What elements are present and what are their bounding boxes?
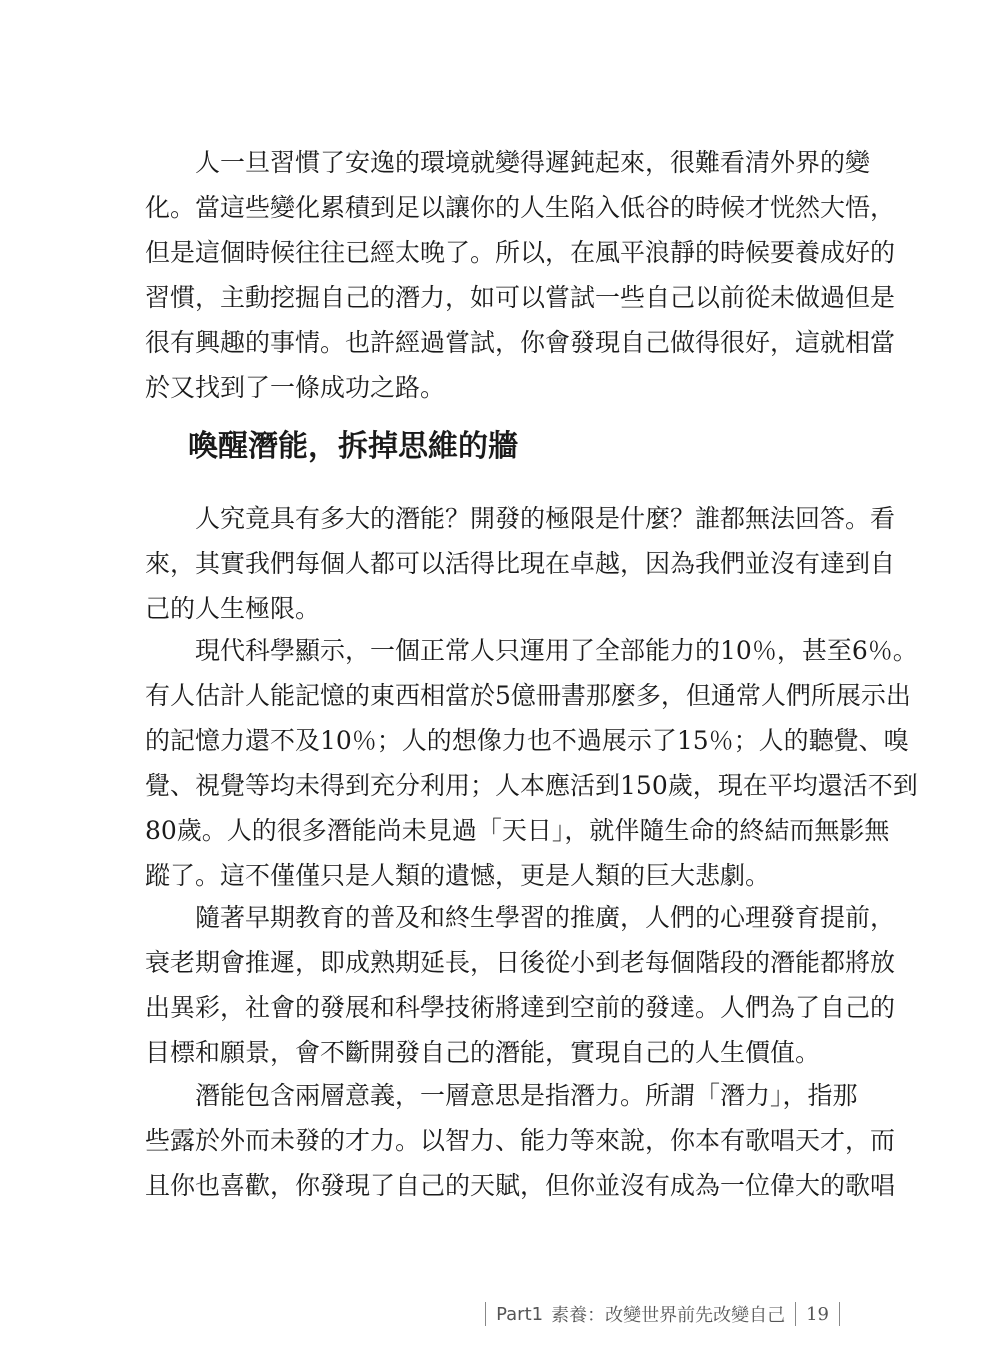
paragraph-5 (145, 1073, 896, 1208)
text-line: 的記憶力還不及10％；人的想像力也不過展示了15％；人的聽覺、嗅 (145, 726, 909, 755)
text-line: 覺、視覺等均未得到充分利用；人本應活到150歲，現在平均還活不到 (145, 771, 918, 800)
paragraph-3 (145, 628, 918, 898)
paragraph-4 (145, 895, 896, 1075)
text-line: 蹤了。這不僅僅只是人類的遺憾，更是人類的巨大悲劇。 (145, 861, 771, 890)
paragraph-1 (145, 140, 896, 410)
text-line: 化。當這些變化累積到足以讓你的人生陷入低谷的時候才恍然大悟， (145, 193, 896, 222)
section-heading: 喚醒潛能，拆掉思維的牆 (188, 429, 518, 464)
paragraph-2 (145, 496, 896, 631)
page-number: 19 (806, 1303, 829, 1325)
text-line: 出異彩，社會的發展和科學技術將達到空前的發達。人們為了自己的 (145, 993, 896, 1022)
footer-part-label: Part1 (496, 1303, 544, 1325)
text-line: 些露於外而未發的才力。以智力、能力等來說，你本有歌唱天才，而 (145, 1126, 896, 1155)
footer-divider (839, 1302, 840, 1326)
text-line: 隨著早期教育的普及和終生學習的推廣，人們的心理發育提前， (145, 903, 896, 932)
text-line: 且你也喜歡，你發現了自己的天賦，但你並沒有成為一位偉大的歌唱 (145, 1171, 896, 1200)
footer-chapter-title: 素養：改變世界前先改變自己 (551, 1305, 786, 1326)
text-line: 來，其實我們每個人都可以活得比現在卓越，因為我們並沒有達到自 (145, 549, 896, 578)
text-line: 有人估計人能記憶的東西相當於5億冊書那麼多，但通常人們所展示出 (145, 681, 911, 710)
text-line: 目標和願景，會不斷開發自己的潛能，實現自己的人生價值。 (145, 1038, 821, 1067)
footer-divider (795, 1302, 796, 1326)
text-line: 但是這個時候往往已經太晚了。所以，在風平浪靜的時候要養成好的 (145, 238, 896, 267)
text-line: 現代科學顯示，一個正常人只運用了全部能力的10％，甚至6％。 (145, 636, 918, 665)
text-line: 人究竟具有多大的潛能？開發的極限是什麼？誰都無法回答。看 (145, 504, 896, 533)
text-line: 習慣，主動挖掘自己的潛力，如可以嘗試一些自己以前從未做過但是 (145, 283, 896, 312)
text-line: 80歲。人的很多潛能尚未見過「天日」，就伴隨生命的終結而無影無 (145, 816, 890, 845)
text-line: 於又找到了一條成功之路。 (145, 373, 446, 402)
text-line: 潛能包含兩層意義，一層意思是指潛力。所謂「潛力」，指那 (145, 1081, 858, 1110)
text-line: 很有興趣的事情。也許經過嘗試，你會發現自己做得很好，這就相當 (145, 328, 896, 357)
text-line: 己的人生極限。 (145, 594, 321, 623)
text-line: 衰老期會推遲，即成熟期延長，日後從小到老每個階段的潛能都將放 (145, 948, 896, 977)
footer-divider (485, 1302, 486, 1326)
page-footer (475, 1300, 850, 1328)
text-line: 人一旦習慣了安逸的環境就變得遲鈍起來，很難看清外界的變 (145, 148, 871, 177)
